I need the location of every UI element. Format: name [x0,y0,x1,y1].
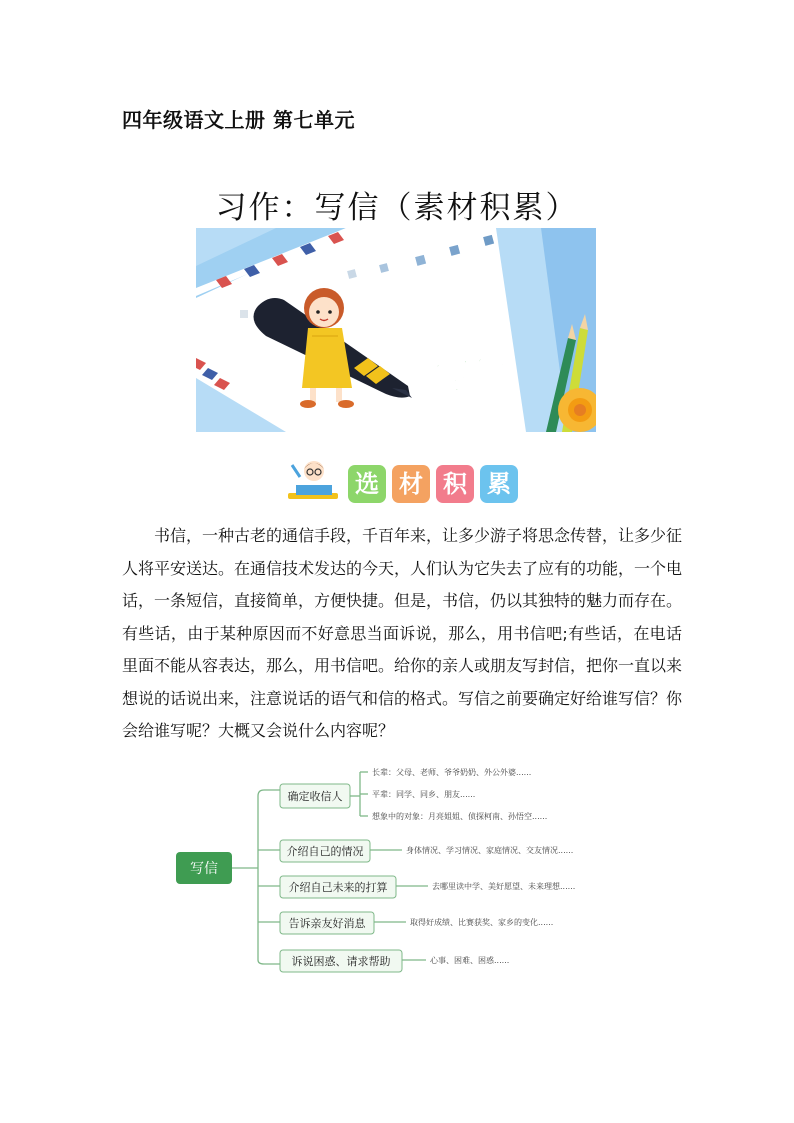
banner-title: 写信 [434,356,507,397]
banner-illustration [196,228,596,432]
mindmap-detail: 心事、困难、困惑...... [430,956,510,965]
mindmap-detail: 长辈：父母、老师、爷爷奶奶、外公外婆...... [372,768,532,777]
mindmap-detail: 取得好成绩、比赛获奖、家乡的变化...... [410,918,554,927]
main-title: 习作：写信（素材积累） [215,190,579,226]
mindmap-node-label: 诉说困惑、请求帮助 [291,955,391,968]
mindmap-detail: 想象中的对象：月亮姐姐、侦探柯南、孙悟空...... [372,812,548,821]
header-title: 四年级语文上册 第七单元 [122,108,355,132]
mindmap-detail: 身体情况、学习情况、家庭情况、交友情况...... [406,846,574,855]
mindmap-node-label: 确定收信人 [287,790,343,803]
mindmap-diagram [170,760,630,980]
mindmap-detail: 去哪里读中学、美好愿望、未来理想...... [432,882,576,891]
mindmap-svg [170,760,630,980]
mindmap-node-label: 介绍自己的情况 [286,845,364,858]
tile-cai: 材 [392,465,430,503]
tile-ji: 积 [436,465,474,503]
body-paragraph: 书信，一种古老的通信手段，千百年来，让多少游子将思念传替，让多少征人将平安送达。在通信技术发达的今天，人们认为它失去了应有的功能，一个电话，一条短信，直接简单，方便快捷。但是，书信，仍以其独特的魅力而存在。有些话，由于某种原因而不好意思当面诉说，那么，用书信吧;有些话，在电话里面不能从容表达，那么，用书信吧。给你的亲人或朋友写封信，把你一直以来想说的话说出来，注意说话的语气和信的格式。写信之前要确定好给谁写信？你会给谁写呢？大概又会说什么内容呢？ [122,526,683,740]
section-header-material [286,455,526,505]
tile-lei: 累 [480,465,518,503]
mindmap-node-label: 告诉亲友好消息 [288,917,366,930]
mindmap-root-label: 写信 [190,861,218,877]
banner-svg [196,228,596,432]
body-paragraph-block [122,520,682,748]
tile-xuan: 选 [348,465,386,503]
mindmap-detail: 平辈：同学、同乡、朋友...... [372,790,476,799]
mindmap-node-label: 介绍自己未来的打算 [288,881,388,894]
student-reading-icon [286,455,344,505]
